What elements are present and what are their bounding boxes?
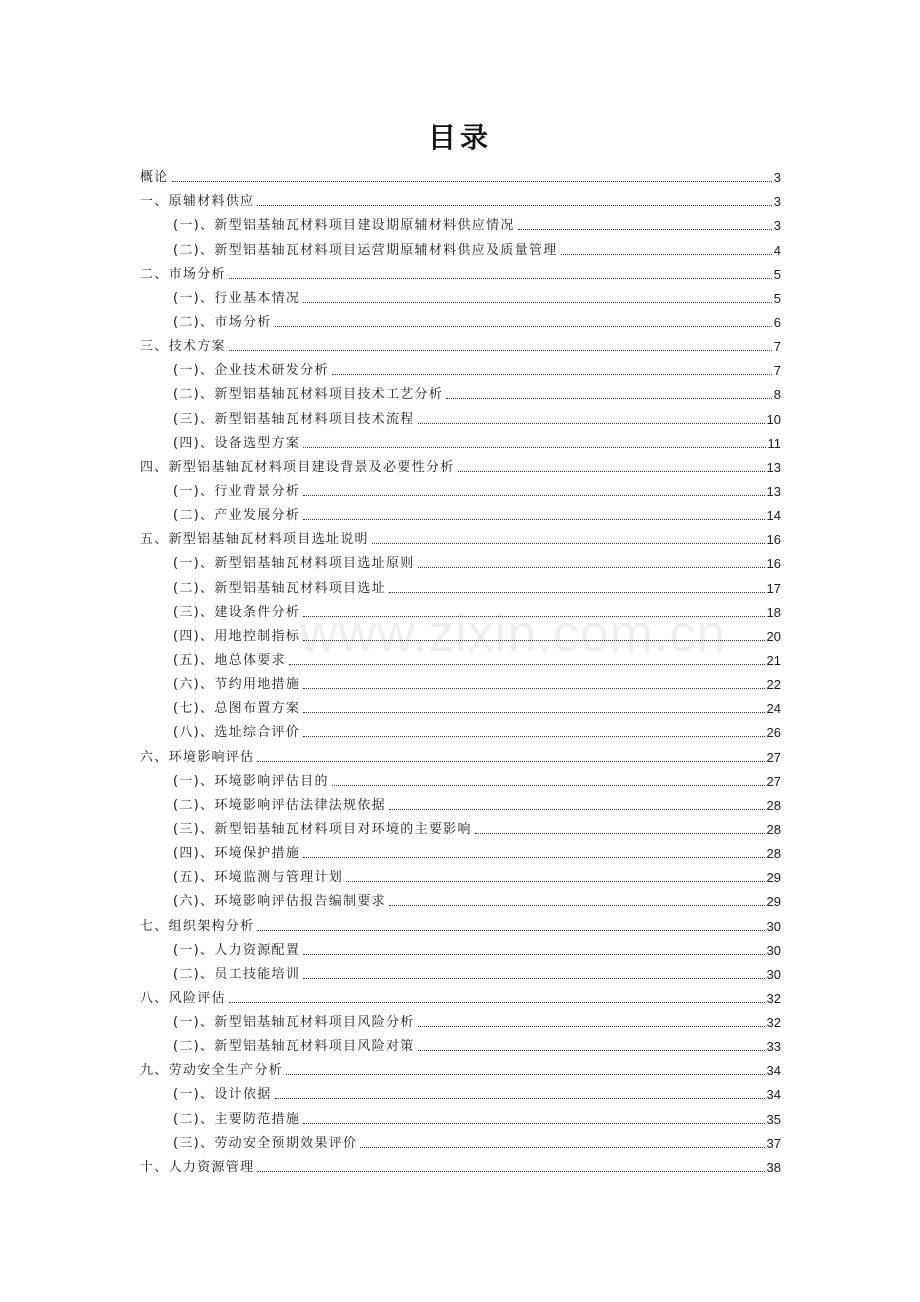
toc-page-number: 4	[773, 242, 781, 258]
toc-entry[interactable]	[140, 331, 781, 355]
toc-entry-label: 九、劳动安全生产分析	[140, 1063, 284, 1079]
toc-page-number: 24	[766, 701, 781, 717]
toc-entry-label: (七)、总图布置方案	[173, 701, 301, 717]
toc-subentry[interactable]	[140, 355, 781, 379]
toc-subentry[interactable]	[140, 693, 781, 717]
toc-page-number: 28	[766, 821, 781, 837]
toc-subentry[interactable]	[140, 210, 781, 234]
toc-subentry[interactable]	[140, 476, 781, 500]
toc-entry[interactable]	[140, 1152, 781, 1176]
toc-page-number: 34	[766, 1063, 781, 1079]
toc-entry-label: (二)、产业发展分析	[173, 508, 301, 524]
toc-entry-label: (一)、行业基本情况	[173, 290, 301, 306]
toc-subentry[interactable]	[140, 307, 781, 331]
dot-leader	[360, 1147, 764, 1148]
toc-subentry[interactable]	[140, 548, 781, 572]
dot-leader	[332, 374, 772, 375]
toc-entry[interactable]	[140, 452, 781, 476]
toc-subentry[interactable]	[140, 717, 781, 741]
toc-entry-label: (四)、环境保护措施	[173, 846, 301, 862]
toc-page-number: 38	[766, 1159, 781, 1175]
toc-page-number: 8	[773, 387, 781, 403]
toc-entry-label: (一)、企业技术研发分析	[173, 363, 329, 379]
toc-page-number: 30	[766, 966, 781, 982]
toc-entry-label: (一)、新型铝基轴瓦材料项目风险分析	[173, 1015, 415, 1031]
dot-leader	[172, 181, 772, 182]
toc-page-number: 27	[766, 749, 781, 765]
dot-leader	[257, 930, 764, 931]
dot-leader	[458, 471, 765, 472]
toc-page-number: 18	[766, 604, 781, 620]
watermark: www.zixin.com.cn	[300, 605, 727, 663]
toc-page-number: 21	[766, 652, 781, 668]
toc-entry[interactable]	[140, 983, 781, 1007]
dot-leader	[303, 712, 764, 713]
dot-leader	[332, 785, 765, 786]
dot-leader	[303, 736, 764, 737]
toc-subentry[interactable]	[140, 403, 781, 427]
toc-entry-label: (一)、人力资源配置	[173, 942, 301, 958]
toc-entry-label: (一)、行业背景分析	[173, 483, 301, 499]
dot-leader	[389, 592, 765, 593]
table-of-contents	[140, 162, 781, 1176]
toc-entry-label: (六)、节约用地措施	[173, 677, 301, 693]
toc-subentry[interactable]	[140, 814, 781, 838]
toc-page-number: 7	[773, 339, 781, 355]
toc-subentry[interactable]	[140, 1128, 781, 1152]
dot-leader	[561, 254, 772, 255]
toc-entry[interactable]	[140, 162, 781, 186]
page-title: 目录	[427, 121, 492, 154]
dot-leader	[303, 447, 765, 448]
dot-leader	[275, 1098, 765, 1099]
toc-page-number: 34	[766, 1087, 781, 1103]
toc-entry[interactable]	[140, 910, 781, 934]
toc-subentry[interactable]	[140, 283, 781, 307]
toc-page-number: 22	[766, 677, 781, 693]
toc-entry-label: (二)、新型铝基轴瓦材料项目选址	[173, 580, 386, 596]
toc-entry-label: 三、技术方案	[140, 339, 226, 355]
toc-entry-label: (一)、新型铝基轴瓦材料项目选址原则	[173, 556, 415, 572]
dot-leader	[303, 519, 764, 520]
toc-entry-label: (三)、建设条件分析	[173, 604, 301, 620]
dot-leader	[275, 326, 772, 327]
dot-leader	[229, 1002, 765, 1003]
toc-entry-label: (八)、选址综合评价	[173, 725, 301, 741]
toc-entry-label: (四)、设备选型方案	[173, 435, 301, 451]
toc-entry-label: (二)、新型铝基轴瓦材料项目运营期原辅材料供应及质量管理	[173, 242, 558, 258]
dot-leader	[446, 398, 772, 399]
toc-subentry[interactable]	[140, 838, 781, 862]
dot-leader	[289, 664, 765, 665]
toc-entry-label: (三)、劳动安全预期效果评价	[173, 1135, 358, 1151]
dot-leader	[389, 905, 765, 906]
dot-leader	[303, 616, 764, 617]
toc-page-number: 32	[766, 1015, 781, 1031]
dot-leader	[518, 229, 772, 230]
toc-page-number: 35	[766, 1111, 781, 1127]
toc-page-number: 27	[766, 773, 781, 789]
toc-entry[interactable]	[140, 741, 781, 765]
dot-leader	[346, 881, 764, 882]
dot-leader	[257, 205, 771, 206]
dot-leader	[372, 543, 765, 544]
dot-leader	[389, 809, 765, 810]
toc-page-number: 17	[766, 580, 781, 596]
toc-page-number: 5	[773, 266, 781, 282]
toc-subentry[interactable]	[140, 621, 781, 645]
toc-subentry[interactable]	[140, 766, 781, 790]
dot-leader	[303, 688, 764, 689]
toc-page-number: 13	[766, 459, 781, 475]
toc-entry-label: (二)、新型铝基轴瓦材料项目风险对策	[173, 1039, 415, 1055]
toc-page-number: 7	[773, 363, 781, 379]
dot-leader	[303, 495, 764, 496]
toc-entry-label: (二)、市场分析	[173, 314, 272, 330]
toc-entry[interactable]	[140, 259, 781, 283]
dot-leader	[303, 640, 764, 641]
toc-page-number: 28	[766, 846, 781, 862]
dot-leader	[257, 1171, 764, 1172]
dot-leader	[257, 761, 764, 762]
toc-entry-label: 八、风险评估	[140, 990, 226, 1006]
toc-page-number: 26	[766, 725, 781, 741]
toc-page-number: 32	[766, 990, 781, 1006]
toc-page-number: 29	[766, 870, 781, 886]
dot-leader	[418, 423, 765, 424]
toc-subentry[interactable]	[140, 959, 781, 983]
toc-subentry[interactable]	[140, 790, 781, 814]
dot-leader	[418, 1026, 765, 1027]
toc-entry-label: 二、市场分析	[140, 266, 226, 282]
toc-subentry[interactable]	[140, 669, 781, 693]
toc-entry-label: 五、新型铝基轴瓦材料项目选址说明	[140, 532, 369, 548]
dot-leader	[286, 1074, 765, 1075]
toc-subentry[interactable]	[140, 572, 781, 596]
toc-subentry[interactable]	[140, 886, 781, 910]
dot-leader	[229, 350, 772, 351]
dot-leader	[303, 954, 764, 955]
dot-leader	[475, 833, 765, 834]
toc-page-number: 3	[773, 194, 781, 210]
toc-entry-label: (二)、环境影响评估法律法规依据	[173, 797, 386, 813]
toc-page-number: 3	[773, 218, 781, 234]
dot-leader	[418, 567, 765, 568]
toc-entry[interactable]	[140, 186, 781, 210]
toc-subentry[interactable]	[140, 1031, 781, 1055]
toc-subentry[interactable]	[140, 1079, 781, 1103]
toc-entry-label: (三)、新型铝基轴瓦材料项目技术流程	[173, 411, 415, 427]
toc-entry-label: 六、环境影响评估	[140, 749, 255, 765]
toc-entry-label: (三)、新型铝基轴瓦材料项目对环境的主要影响	[173, 821, 472, 837]
toc-subentry[interactable]	[140, 597, 781, 621]
toc-entry-label: 一、原辅材料供应	[140, 194, 255, 210]
toc-page-number: 13	[766, 483, 781, 499]
toc-page-number: 6	[773, 314, 781, 330]
toc-subentry[interactable]	[140, 500, 781, 524]
toc-page-number: 14	[766, 508, 781, 524]
toc-page-number: 10	[766, 411, 781, 427]
toc-entry-label: 七、组织架构分析	[140, 918, 255, 934]
toc-subentry[interactable]	[140, 234, 781, 258]
toc-subentry[interactable]	[140, 645, 781, 669]
toc-entry[interactable]	[140, 524, 781, 548]
dot-leader	[303, 1123, 764, 1124]
toc-page-number: 33	[766, 1039, 781, 1055]
toc-entry-label: 四、新型铝基轴瓦材料项目建设背景及必要性分析	[140, 459, 455, 475]
toc-entry[interactable]	[140, 1055, 781, 1079]
toc-entry-label: 十、人力资源管理	[140, 1159, 255, 1175]
toc-page-number: 11	[767, 435, 781, 451]
toc-entry-label: (二)、新型铝基轴瓦材料项目技术工艺分析	[173, 387, 444, 403]
toc-entry-label: (五)、环境监测与管理计划	[173, 870, 344, 886]
toc-page-number: 5	[773, 290, 781, 306]
toc-subentry[interactable]	[140, 379, 781, 403]
toc-page-number: 37	[766, 1135, 781, 1151]
toc-entry-label: 概论	[140, 170, 169, 186]
dot-leader	[303, 857, 764, 858]
toc-page-number: 20	[766, 628, 781, 644]
toc-entry-label: (五)、地总体要求	[173, 652, 286, 668]
toc-page-number: 3	[773, 170, 781, 186]
toc-entry-label: (六)、环境影响评估报告编制要求	[173, 894, 386, 910]
dot-leader	[303, 302, 772, 303]
toc-page-number: 16	[766, 556, 781, 572]
toc-page-number: 29	[766, 894, 781, 910]
toc-entry-label: (一)、设计依据	[173, 1087, 272, 1103]
toc-page-number: 30	[766, 918, 781, 934]
toc-entry-label: (二)、主要防范措施	[173, 1111, 301, 1127]
dot-leader	[303, 978, 764, 979]
dot-leader	[418, 1050, 765, 1051]
toc-page-number: 16	[766, 532, 781, 548]
toc-page-number: 28	[766, 797, 781, 813]
toc-entry-label: (一)、新型铝基轴瓦材料项目建设期原辅材料供应情况	[173, 218, 515, 234]
dot-leader	[229, 278, 772, 279]
toc-entry-label: (四)、用地控制指标	[173, 628, 301, 644]
toc-subentry[interactable]	[140, 935, 781, 959]
toc-entry-label: (一)、环境影响评估目的	[173, 773, 329, 789]
toc-page-number: 30	[766, 942, 781, 958]
toc-subentry[interactable]	[140, 428, 781, 452]
toc-subentry[interactable]	[140, 1103, 781, 1127]
toc-subentry[interactable]	[140, 862, 781, 886]
toc-entry-label: (二)、员工技能培训	[173, 966, 301, 982]
toc-subentry[interactable]	[140, 1007, 781, 1031]
